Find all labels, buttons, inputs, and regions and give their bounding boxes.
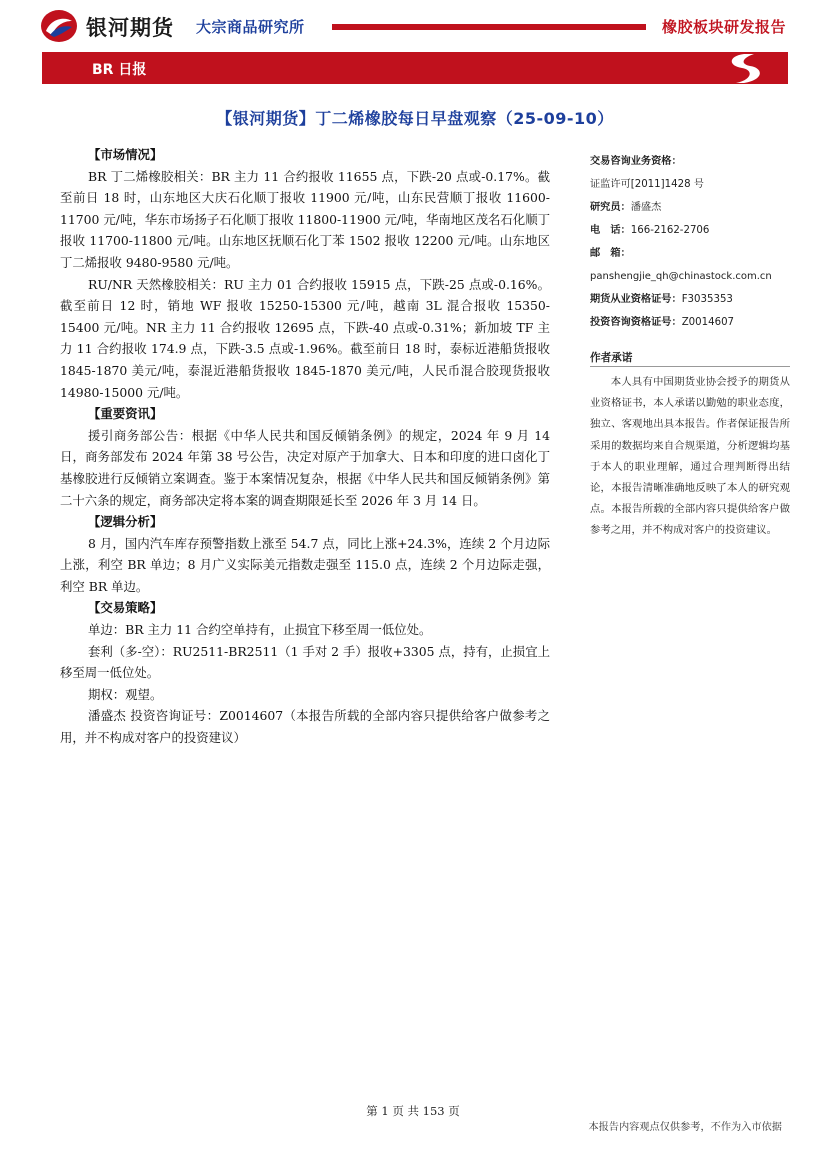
advisory-cert-label: 投资咨询资格证号： <box>590 317 682 328</box>
footer-disclaimer: 本报告内容观点仅供参考，不作为入市依据 <box>588 1122 782 1133</box>
author-promise-text: 本人具有中国期货业协会授予的期货从业资格证书，本人承诺以勤勉的职业态度，独立、客观地出具本报告。作者保证报告所采用的数据均来自合规渠道，分析逻辑均基于本人的职业理解，通过合理判断得出结论，本报告清晰准确地反映了本人的研究观点。本报告所载的全部内容只提供给客户做参考之用，并不构成对客户的投资建议。 <box>590 376 790 537</box>
institute-name: 大宗商品研究所 <box>196 18 305 36</box>
header-divider <box>332 24 646 30</box>
section-heading-news: 【重要资讯】 <box>88 406 163 422</box>
report-title: 【银河期货】丁二烯橡胶每日早盘观察（25-09-10） <box>216 109 614 128</box>
strategy-single: 单边：BR 主力 11 合约空单持有，止损宜下移至周一低位处。 <box>88 622 432 638</box>
email-label: 邮 箱： <box>590 248 631 259</box>
section-heading-logic: 【逻辑分析】 <box>88 514 163 530</box>
author-promise-title: 作者承诺 <box>590 352 633 364</box>
report-body <box>60 144 550 749</box>
strategy-arbitrage: 套利（多-空）：RU2511-BR2511（1 手对 2 手）报收+3305 点，持有，止损宜上移至周一低位处。 <box>60 643 550 681</box>
researcher-name: 潘盛杰 <box>630 202 662 213</box>
section-heading-market: 【市场情况】 <box>88 147 163 162</box>
futures-cert-label: 期货从业资格证号： <box>590 294 682 305</box>
analyst-note: 潘盛杰 投资咨询证号：Z0014607（本报告所载的全部内容只提供给客户做参考之用，并不构成对客户的投资建议） <box>60 708 550 746</box>
page-number: 第 1 页 共 153 页 <box>366 1104 460 1118</box>
advisory-cert-number: Z0014607 <box>681 317 735 328</box>
market-paragraph-br: BR 丁二烯橡胶相关：BR 主力 11 合约报收 11655 点，下跌-20 点或-0.17%。截至前日 18 时，山东地区大庆石化顺丁报收 11900 元/吨，山东民营顺丁报收 11600-11700 元/吨，华东市场扬子石化顺丁报收 11800-11900 元/吨，华南地区茂名石化顺丁报收 11700-11800 元/吨。山东地区抚顺石化丁苯 1502 报收 12200 元/吨。山东地区丁二烯报收 9480-9580 元/吨。 <box>60 168 550 270</box>
section-heading-strategy: 【交易策略】 <box>88 600 163 616</box>
futures-cert-number: F3035353 <box>681 294 733 305</box>
report-banner <box>42 52 788 84</box>
phone-number: 166-2162-2706 <box>630 225 710 236</box>
report-type: 橡胶板块研发报告 <box>661 18 786 36</box>
strategy-options: 期权：观望。 <box>88 686 163 702</box>
market-paragraph-ru-nr: RU/NR 天然橡胶相关：RU 主力 01 合约报收 15915 点，下跌-25 点或-0.16%。截至前日 12 时，销地 WF 报收 15250-15300 元/吨，越南 3L 混合报收 15350-15400 元/吨。NR 主力 11 合约报收 12695 点，下跌-40 点或-0.31%；新加坡 TF 主力 11 合约报收 174.9 点，下跌-3.5 点或-1.96%。截至前日 18 时，泰标近港船货报收 1845-1870 美元/吨，泰混近港船货报收 1845-1870 美元/吨，人民币混合胶现货报收 14980-15000 元/吨。 <box>60 276 550 400</box>
license-number: 证监许可[2011]1428 号 <box>590 179 704 190</box>
analyst-sidebar <box>590 150 790 334</box>
brand-name: 银河期货 <box>86 16 174 40</box>
page-header <box>0 0 826 52</box>
logic-paragraph: 8 月，国内汽车库存预警指数上涨至 54.7 点，同比上涨+24.3%，连续 2 个月边际上涨，利空 BR 单边；8 月广义实际美元指数走强至 115.0 点，连续 2 个月边际走强，利空 BR 单边。 <box>60 535 550 594</box>
promise-divider <box>590 366 790 367</box>
researcher-label: 研究员： <box>590 202 631 213</box>
qualification-label: 交易咨询业务资格： <box>590 156 682 167</box>
swoosh-icon <box>714 52 774 84</box>
banner-label: BR 日报 <box>92 62 147 78</box>
phone-label: 电 话： <box>590 225 631 236</box>
news-paragraph: 援引商务部公告：根据《中华人民共和国反倾销条例》的规定，2024 年 9 月 14 日，商务部发布 2024 年第 38 号公告，决定对原产于加拿大、日本和印度的进口卤化丁基橡胶进行反倾销立案调查。鉴于本案情况复杂，根据《中华人民共和国反倾销条例》第二十六条的规定，商务部决定将本案的调查期限延长至 2026 年 3 月 14 日。 <box>60 427 550 508</box>
galaxy-logo-icon <box>40 9 78 43</box>
email-address[interactable]: panshengjie_qh@chinastock.com.cn <box>590 271 772 282</box>
